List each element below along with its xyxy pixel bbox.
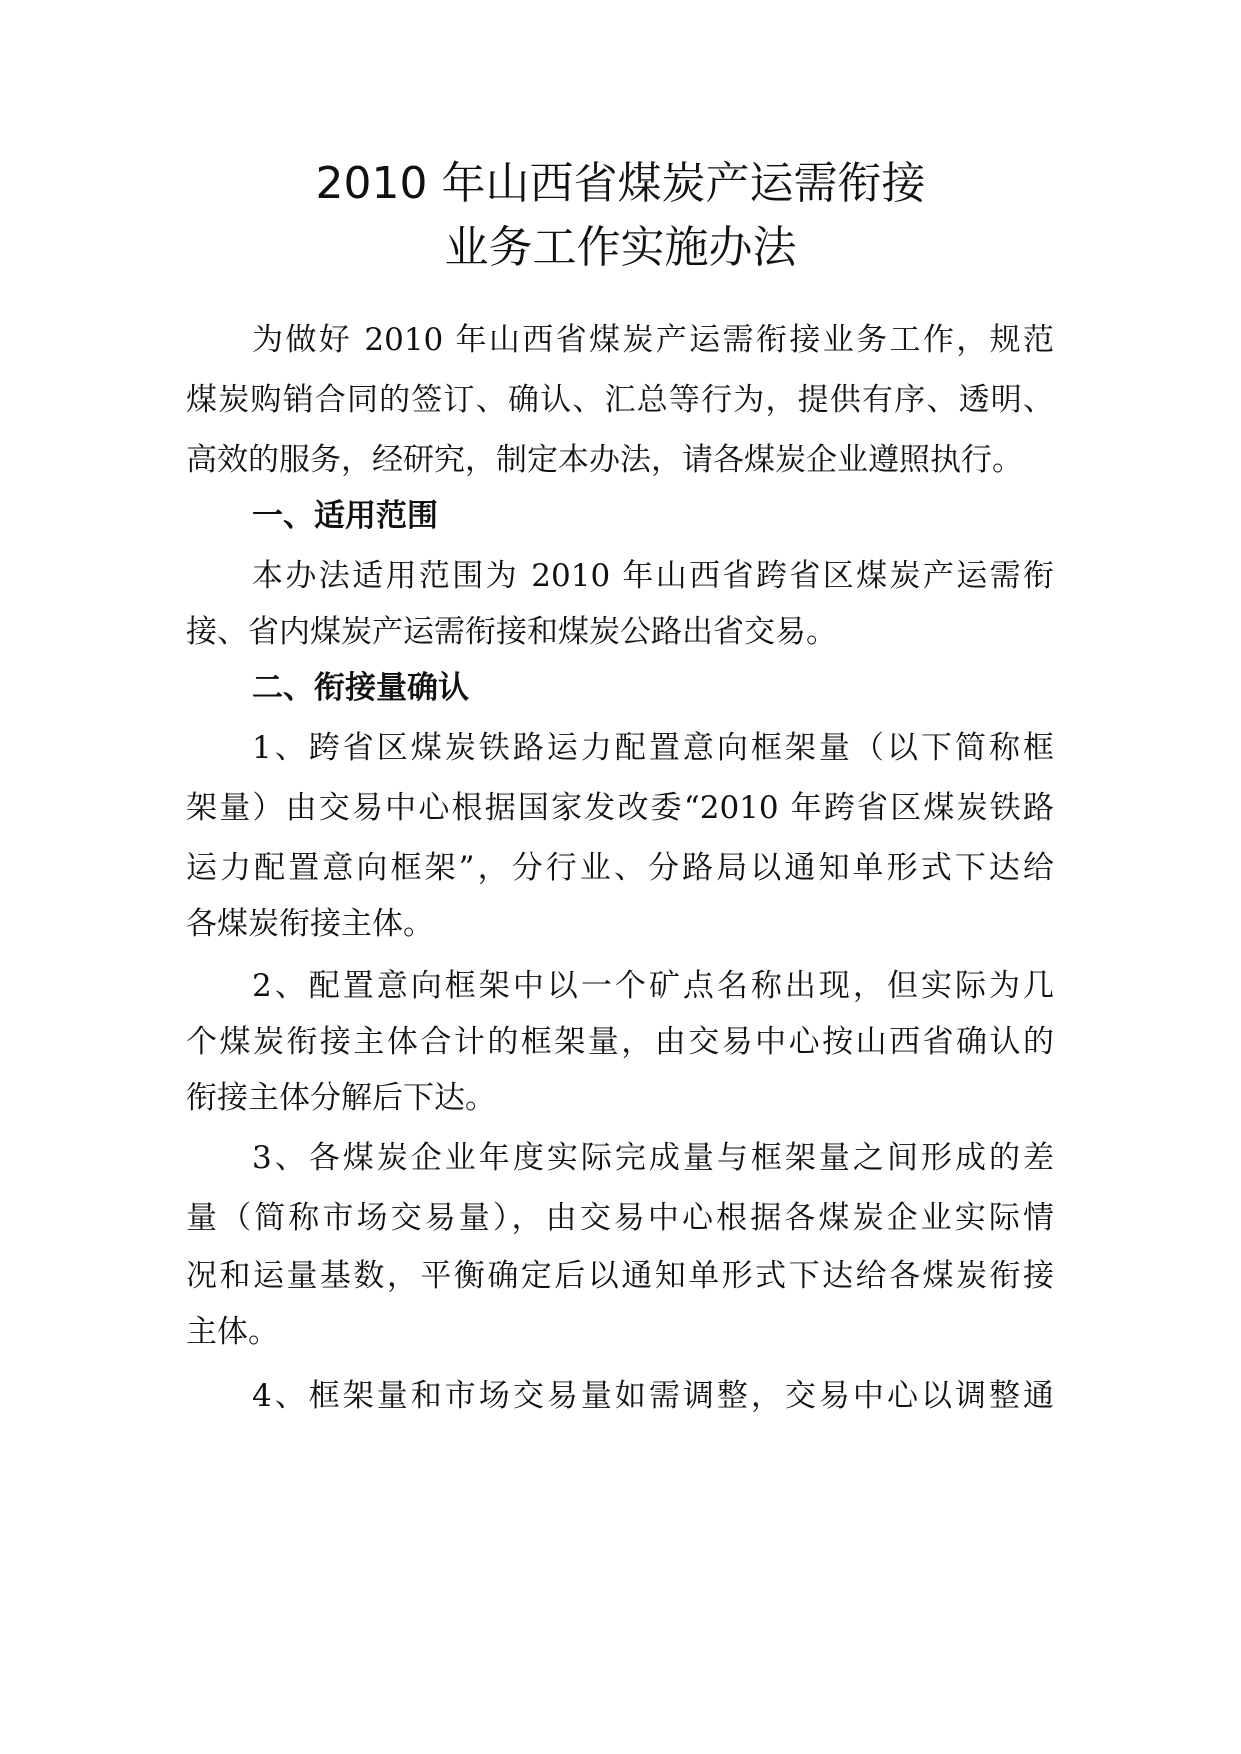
document-title-line-2: 业务工作实施办法	[444, 222, 797, 273]
intro-line-1: 为做好 2010 年山西省煤炭产运需衔接业务工作，规范	[252, 322, 1054, 358]
item-3-line-3: 况和运量基数，平衡确定后以通知单形式下达给各煤炭衔接	[186, 1258, 1054, 1294]
section-1-heading: 一、适用范围	[252, 498, 438, 534]
section-1-line-2: 接、省内煤炭产运需衔接和煤炭公路出省交易。	[186, 614, 837, 650]
section-1-line-1: 本办法适用范围为 2010 年山西省跨省区煤炭产运需衔	[252, 558, 1054, 594]
item-2-line-1: 2、配置意向框架中以一个矿点名称出现，但实际为几	[252, 968, 1054, 1004]
item-1-line-4: 各煤炭衔接主体。	[186, 906, 434, 942]
item-2-line-3: 衔接主体分解后下达。	[186, 1080, 496, 1116]
item-4-line-1: 4、框架量和市场交易量如需调整，交易中心以调整通	[252, 1378, 1054, 1414]
item-1-line-1: 1、跨省区煤炭铁路运力配置意向框架量（以下简称框	[252, 730, 1054, 766]
item-2-line-2: 个煤炭衔接主体合计的框架量，由交易中心按山西省确认的	[186, 1024, 1054, 1060]
intro-line-2: 煤炭购销合同的签订、确认、汇总等行为，提供有序、透明、	[186, 382, 1054, 418]
item-3-line-2: 量（简称市场交易量），由交易中心根据各煤炭企业实际情	[186, 1200, 1054, 1236]
intro-line-3: 高效的服务，经研究，制定本办法，请各煤炭企业遵照执行。	[186, 442, 1023, 478]
item-3-line-4: 主体。	[186, 1314, 279, 1350]
section-2-heading: 二、衔接量确认	[252, 670, 469, 706]
item-3-line-1: 3、各煤炭企业年度实际完成量与框架量之间形成的差	[252, 1140, 1054, 1176]
item-1-line-2: 架量）由交易中心根据国家发改委“2010 年跨省区煤炭铁路	[186, 790, 1054, 826]
document-title-line-1: 2010 年山西省煤炭产运需衔接	[315, 158, 926, 209]
item-1-line-3: 运力配置意向框架”，分行业、分路局以通知单形式下达给	[186, 850, 1054, 886]
